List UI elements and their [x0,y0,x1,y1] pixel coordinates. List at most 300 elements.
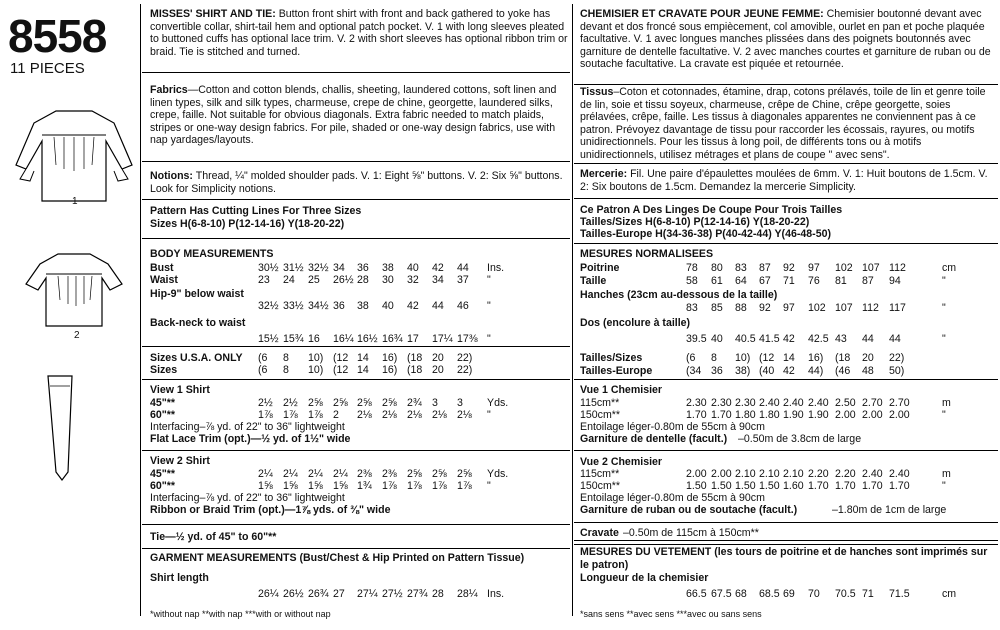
divider [142,72,570,73]
fr-vue2-150-value: 1.70 [835,480,856,492]
en-view1-60-value: 2⅛ [357,409,372,421]
fr-hanches-value: 88 [735,302,747,314]
en-tie: Tie—½ yd. of 45" to 60"** [150,531,277,543]
en-title: MISSES' SHIRT AND TIE: [150,8,276,20]
fr-title: CHEMISIER ET CRAVATE POUR JEUNE FEMME: [580,8,824,20]
en-waist-value: 24 [283,274,295,286]
fr-vue2-150-value: 1.50 [711,480,732,492]
fr-vue2-115-value: 2.10 [783,468,804,480]
en-sizes-usa-value: 10) [308,352,324,364]
fr-poitrine-value: 107 [862,262,880,274]
en-view1-60-value: 2⅛ [457,409,472,421]
en-shirt-length-value: 26¾ [308,588,329,600]
fr-vue1-150-value: 1.70 [686,409,707,421]
en-backneck-value: 16¼ [333,333,354,345]
en-view1-45-value: 2⅝ [333,397,348,409]
fr-hanches-unit: " [942,302,946,314]
en-sizes-value: (18 [407,364,423,376]
divider [574,243,998,244]
fr-vue2-150-label: 150cm** [580,480,621,492]
fr-vue2-150-value: 1.50 [735,480,756,492]
fr-hanches-value: 112 [862,302,879,314]
en-description-block [150,8,570,58]
en-waist-value: 26½ [333,274,354,286]
en-waist-unit: " [487,274,491,286]
en-backneck-value: 16¾ [382,333,403,345]
fr-longueur-value: 68.5 [759,588,780,600]
divider [142,346,570,347]
shirt-view1-back-illustration [14,105,134,205]
en-view1-60-unit: " [487,409,491,421]
fr-taille-value: 64 [735,275,747,287]
fr-vue2-150-value: 1.60 [783,480,804,492]
en-view2-45-value: 2⅝ [407,468,422,480]
fr-tailles-sizes-value: 8 [711,352,717,364]
fr-hanches-value: 85 [711,302,723,314]
en-sizes-value: 22) [457,364,473,376]
en-description: Button front shirt with front and back gathered to yoke has convertible collar, shirt-tail hem and optional patch pocket. V. 1 with long sleeves pleated to buttoned cuffs has optional lace trim. V. 2 with short sleeves has optional ribbon trim or braid. Tie is stitched and turned. [150,8,568,58]
fr-tailles-europe-value: 38) [735,365,751,377]
fr-poitrine-value: 80 [711,262,723,274]
fr-dos-label: Dos (encolure à taille) [580,317,691,329]
en-sizes-value: 20 [432,364,444,376]
fr-longueur-value: 69 [783,588,795,600]
fr-vue1-entoilage: Entoilage léger-0.80m de 55cm à 90cm [580,421,765,433]
en-bust-value: 31½ [283,262,304,274]
fr-vue2-garniture: Garniture de ruban ou de soutache (facult.) [580,504,798,516]
en-waist-value: 25 [308,274,320,286]
en-waist-value: 37 [457,274,469,286]
fr-tailles-europe-value: 42 [783,365,795,377]
en-view1-45-value: 3 [432,397,438,409]
en-waist-label: Waist [150,274,178,286]
tie-illustration [40,372,80,482]
en-shirt-length-value: 27¼ [357,588,378,600]
fr-vue2-115-value: 2.40 [862,468,883,480]
fr-tailles-sizes-label: Tailles/Sizes [580,352,643,364]
en-view1-60-value: 2⅛ [382,409,397,421]
fr-hanches-value: 92 [759,302,771,314]
fr-vue2-115-value: 2.00 [686,468,707,480]
en-waist-value: 32 [407,274,419,286]
illustration-label-2: 2 [74,330,80,341]
en-sizes-value: (12 [333,364,349,376]
en-bust-value: 36 [357,262,369,274]
pattern-number: 8558 [8,10,107,62]
fr-cravate: Cravate [580,527,619,539]
en-sizes-line: Sizes H(6-8-10) P(12-14-16) Y(18-20-22) [150,218,345,230]
fr-vue1-115-value: 2.30 [735,397,756,409]
fr-hanches-value: 83 [686,302,698,314]
fr-sizes-line-1: Tailles/Sizes H(6-8-10) P(12-14-16) Y(18-20-22) [580,216,810,228]
fr-poitrine-value: 112 [889,262,906,274]
fr-taille-value: 94 [889,275,901,287]
fr-longueur-value: 70.5 [835,588,856,600]
fr-vue1-garniture-rest: –0.50m de 3.8cm de large [738,433,862,445]
en-shirt-length-value: 27½ [382,588,403,600]
fr-vue1-garniture: Garniture de dentelle (facult.) [580,433,728,445]
en-view1-heading: View 1 Shirt [150,384,210,396]
fr-taille-value: 67 [759,275,771,287]
fr-longueur-unit: cm [942,588,957,600]
en-view1-60-value: 2⅛ [432,409,447,421]
en-view1-45-value: 3 [457,397,463,409]
en-view1-60-value: 2 [333,409,339,421]
fr-tailles-sizes-value: (6 [686,352,696,364]
en-backneck-unit: " [487,333,491,345]
en-waist-value: 34 [432,274,444,286]
fr-dos-value: 42 [783,333,795,345]
fr-dos-value: 43 [835,333,847,345]
en-sizes-value: 16) [382,364,398,376]
fr-tailles-europe-value: (46 [835,365,851,377]
fr-tailles-sizes-value: 16) [808,352,824,364]
en-view1-60-label: 60"** [150,409,176,421]
en-view2-45-value: 2¼ [333,468,348,480]
en-view2-60-value: 1⅝ [308,480,323,492]
en-sizes-usa-value: 8 [283,352,289,364]
en-hip-value: 38 [357,300,369,312]
fr-poitrine-value: 102 [835,262,853,274]
fr-vue2-115-value: 2.20 [808,468,829,480]
fr-vue2-150-value: 1.50 [759,480,780,492]
en-view2-60-value: 1⅞ [382,480,397,492]
shirt-view2-back-illustration [24,250,124,330]
en-fabrics-block [150,84,570,147]
fr-cravate-rest: –0.50m de 115cm à 150cm** [623,527,759,539]
en-backneck-label: Back-neck to waist [150,317,246,329]
en-fabrics-text: —Cotton and cotton blends, challis, sheeting, laundered cottons, soft linen and linen types, silk and silk types, charmeuse, crepe de chine, georgette, laundered silks, crepe, faille. Not suitable for obvious diagonals. Extra fabric needed to match plaids, stripes or one-way design fabrics. For pile, shaded or one-way design fabrics, use with nap yardages/layouts. [150,84,557,147]
fr-longueur-value: 68 [735,588,747,600]
en-view1-60-value: 1⅞ [283,409,298,421]
en-hip-value: 34½ [308,300,329,312]
en-view1-45-value: 2½ [258,397,273,409]
en-view2-60-value: 1⅝ [258,480,273,492]
en-view2-trim: Ribbon or Braid Trim (opt.)—1⅞ yds. of ⅜" wide [150,504,391,516]
en-sizes-usa-value: 22) [457,352,473,364]
fr-poitrine-value: 87 [759,262,771,274]
divider [142,238,570,239]
divider [574,450,998,451]
fr-garment-heading: MESURES DU VETEMENT (les tours de poitrine et de hanches sont imprimés sur le patron) [580,546,988,571]
en-hip-value: 42 [407,300,419,312]
en-view2-60-label: 60"** [150,480,176,492]
fr-vue2-115-label: 115cm** [580,468,620,480]
en-shirt-length-value: 26½ [283,588,304,600]
fr-sizes-line-2: Tailles-Europe H(34-36-38) P(40-42-44) Y(46-48-50) [580,228,832,240]
en-shirt-length-unit: Ins. [487,588,505,600]
fr-poitrine-value: 83 [735,262,747,274]
left-column-rule [140,4,141,616]
divider [142,524,570,525]
en-hip-value: 33½ [283,300,304,312]
en-sizes-value: 10) [308,364,324,376]
fr-vue2-115-value: 2.40 [889,468,910,480]
fr-vue2-150-value: 1.70 [808,480,829,492]
en-view2-interfacing: Interfacing–⅞ yd. of 22" to 36" lightweight [150,492,345,504]
en-waist-value: 30 [382,274,394,286]
en-sizes-usa-value: (18 [407,352,423,364]
fr-dos-unit: " [942,333,946,345]
fr-hanches-value: 102 [808,302,826,314]
en-view2-45-value: 2⅜ [357,468,372,480]
en-view1-45-value: 2⅝ [308,397,323,409]
fr-vue1-115-unit: m [942,397,951,409]
fr-vue2-150-value: 1.70 [862,480,883,492]
en-hip-label: Hip-9" below waist [150,288,244,300]
fr-taille-value: 61 [711,275,723,287]
en-backneck-value: 17⅜ [457,333,478,345]
fr-vue1-150-value: 1.80 [759,409,780,421]
fr-vue1-150-label: 150cm** [580,409,621,421]
fr-mercerie-block [580,168,996,193]
fr-vue1-115-value: 2.40 [759,397,780,409]
en-hip-value: 46 [457,300,469,312]
en-view2-60-value: 1¾ [357,480,372,492]
fr-dos-value: 44 [889,333,901,345]
divider [142,161,570,162]
fr-vue1-150-value: 2.00 [835,409,856,421]
fr-taille-label: Taille [580,275,607,287]
fr-vue2-115-unit: m [942,468,951,480]
fr-body-heading: MESURES NORMALISEES [580,248,714,260]
en-hip-value: 44 [432,300,444,312]
en-sizes-value: 14 [357,364,369,376]
en-waist-value: 28 [357,274,369,286]
pieces-count: 11 PIECES [10,60,85,77]
fr-dos-value: 40.5 [735,333,756,345]
fr-vue1-150-unit: " [942,409,946,421]
en-sizes-value: 8 [283,364,289,376]
fr-vue1-115-value: 2.70 [862,397,883,409]
fr-tailles-europe-label: Tailles-Europe [580,365,653,377]
en-view1-60-value: 2⅛ [407,409,422,421]
divider [142,379,570,380]
en-sizes-usa-label: Sizes U.S.A. ONLY [150,352,243,364]
fr-longueur-value: 70 [808,588,820,600]
en-bust-value: 42 [432,262,444,274]
fr-vue1-115-value: 2.30 [711,397,732,409]
fr-dos-value: 40 [711,333,723,345]
fr-dos-value: 42.5 [808,333,829,345]
en-backneck-value: 15¾ [283,333,304,345]
fr-taille-value: 76 [808,275,820,287]
en-view1-45-unit: Yds. [487,397,509,409]
en-view2-45-value: 2⅜ [382,468,397,480]
fr-vue2-115-value: 2.00 [711,468,732,480]
en-sizes-value: (6 [258,364,268,376]
fr-tailles-europe-value: 44) [808,365,824,377]
fr-vue1-150-value: 1.80 [735,409,756,421]
fr-vue1-115-label: 115cm** [580,397,620,409]
en-view1-trim: Flat Lace Trim (opt.)—½ yd. of 1½" wide [150,433,351,445]
fr-tissus-block [580,86,996,162]
fr-vue1-115-value: 2.30 [686,397,707,409]
en-backneck-value: 17¼ [432,333,453,345]
fr-tailles-europe-value: (40 [759,365,775,377]
en-sizes-usa-value: (6 [258,352,268,364]
fr-mercerie-text: Fil. Une paire d'épaulettes moulées de 6mm. V. 1: Huit boutons de 1.5cm. V. 2: Six boutons de 1.5cm. Demandez la mercerie Simplicity. [580,168,988,193]
en-hip-value: 40 [382,300,394,312]
divider [574,544,998,545]
en-fabrics-label: Fabrics [150,84,188,96]
fr-mercerie-label: Mercerie: [580,168,628,180]
fr-poitrine-unit: cm [942,262,957,274]
en-view2-45-unit: Yds. [487,468,509,480]
fr-vue2-115-value: 2.20 [835,468,856,480]
en-shirt-length-value: 26¼ [258,588,279,600]
en-view1-45-value: 2⅝ [357,397,372,409]
en-shirt-length-label: Shirt length [150,572,209,584]
fr-tailles-sizes-value: (18 [835,352,851,364]
en-view2-45-value: 2⅝ [457,468,472,480]
en-bust-value: 40 [407,262,419,274]
fr-dos-value: 44 [862,333,874,345]
fr-longueur-value: 71 [862,588,874,600]
en-bust-unit: Ins. [487,262,505,274]
en-backneck-value: 16 [308,333,320,345]
en-view1-60-value: 1⅞ [308,409,323,421]
fr-vue2-150-value: 1.50 [686,480,707,492]
divider [574,198,998,199]
en-view2-60-unit: " [487,480,491,492]
en-view2-45-label: 45"** [150,468,176,480]
en-hip-value: 32½ [258,300,279,312]
fr-vue1-115-value: 2.40 [783,397,804,409]
en-shirt-length-value: 27 [333,588,345,600]
fr-taille-value: 81 [835,275,847,287]
en-view2-45-value: 2¼ [308,468,323,480]
en-view2-45-value: 2¼ [258,468,273,480]
fr-hanches-value: 117 [889,302,906,314]
fr-vue1-115-value: 2.40 [808,397,829,409]
fr-tissus-text: –Coton et cotonnades, étamine, drap, cotons prélavés, toile de lin et genre toile de lin, soie et tissu soyeux, charmeuse, crêpe de Chine, crêpe georgette, soies prélavées, crêpe, faille. Les tissus à diagonales apparentes ne conviennent pas à ce patron. Prévoyez davantage de tissu pour raccorder les écossais, rayures, ou motifs unidirectionnels. Pour les tissus à long poil, de différents tons ou à motifs unidirectionnels, utilisez métrages et plans de coupe " avec sens". [580,86,986,161]
en-view2-60-value: 1⅞ [432,480,447,492]
illustration-label-1: 1 [72,196,78,207]
fr-vue2-150-value: 1.70 [889,480,910,492]
fr-vue1-heading: Vue 1 Chemisier [580,384,663,396]
divider [574,522,998,523]
en-waist-value: 23 [258,274,270,286]
fr-description: Chemisier boutonné devant avec devant et dos froncé sous empiècement, col amovible, ourlet en pan et poche plaquée facultative. V. 1 avec longues manches plissées dans des poignets boutonnés avec garniture de dentelle facultative. V. 2 avec manches courtes et garniture de ruban ou de soutache facultative. La cravate est piquée et retournée. [580,8,991,71]
en-view2-45-value: 2⅝ [432,468,447,480]
divider [574,540,998,541]
fr-tailles-sizes-value: (12 [759,352,775,364]
fr-longueur-value: 71.5 [889,588,910,600]
en-cutting-lines: Pattern Has Cutting Lines For Three Sizes [150,205,362,217]
en-view1-45-value: 2¾ [407,397,422,409]
fr-tailles-europe-value: 50) [889,365,905,377]
fr-longueur-label: Longueur de la chemisier [580,572,709,584]
en-view2-60-value: 1⅞ [457,480,472,492]
fr-vue1-115-value: 2.50 [835,397,856,409]
fr-vue1-150-value: 1.70 [711,409,732,421]
fr-tailles-europe-value: 48 [862,365,874,377]
en-bust-value: 30½ [258,262,279,274]
fr-poitrine-value: 97 [808,262,820,274]
en-sizes-label: Sizes [150,364,178,376]
en-sizes-usa-value: (12 [333,352,349,364]
divider [574,84,998,85]
en-hip-value: 36 [333,300,345,312]
fr-poitrine-value: 78 [686,262,698,274]
en-view2-60-value: 1⅞ [407,480,422,492]
fr-tailles-sizes-value: 22) [889,352,905,364]
en-notions-block [150,170,570,195]
divider [142,548,570,549]
fr-vue2-heading: Vue 2 Chemisier [580,456,663,468]
divider [574,379,998,380]
fr-tailles-europe-value: (34 [686,365,702,377]
en-view1-60-value: 1⅞ [258,409,273,421]
en-bust-value: 38 [382,262,394,274]
fr-footnote: *sans sens **avec sens ***avec ou sans sens [580,609,762,619]
fr-vue2-150-unit: " [942,480,946,492]
center-column-rule [572,4,573,616]
en-footnote: *without nap **with nap ***with or without nap [150,609,331,619]
en-notions-label: Notions: [150,170,193,182]
fr-tailles-sizes-value: 14 [783,352,795,364]
fr-vue1-150-value: 2.00 [862,409,883,421]
en-sizes-usa-value: 20 [432,352,444,364]
fr-vue2-entoilage: Entoilage léger-0.80m de 55cm à 90cm [580,492,765,504]
fr-taille-unit: " [942,275,946,287]
divider [142,450,570,451]
en-backneck-value: 16½ [357,333,378,345]
en-view1-45-value: 2½ [283,397,298,409]
en-bust-label: Bust [150,262,174,274]
en-bust-value: 32½ [308,262,329,274]
en-view2-heading: View 2 Shirt [150,455,210,467]
en-backneck-value: 17 [407,333,419,345]
fr-longueur-value: 67.5 [711,588,732,600]
fr-taille-value: 58 [686,275,698,287]
fr-poitrine-label: Poitrine [580,262,620,274]
en-sizes-usa-value: 14 [357,352,369,364]
fr-vue1-150-value: 1.90 [783,409,804,421]
fr-description-block [580,8,996,71]
en-bust-value: 34 [333,262,345,274]
fr-taille-value: 87 [862,275,874,287]
fr-hanches-value: 97 [783,302,795,314]
en-view2-60-value: 1⅝ [283,480,298,492]
fr-dos-value: 39.5 [686,333,707,345]
en-sizes-usa-value: 16) [382,352,398,364]
fr-vue2-115-value: 2.10 [759,468,780,480]
fr-hanches-label: Hanches (23cm au-dessous de la taille) [580,289,778,301]
en-view1-45-label: 45"** [150,397,176,409]
en-garment-heading: GARMENT MEASUREMENTS (Bust/Chest & Hip Printed on Pattern Tissue) [150,552,525,564]
fr-hanches-value: 107 [835,302,853,314]
fr-tailles-sizes-value: 20 [862,352,874,364]
fr-tissus-label: Tissus [580,86,614,98]
fr-vue2-115-value: 2.10 [735,468,756,480]
en-body-heading: BODY MEASUREMENTS [150,248,274,260]
en-view1-interfacing: Interfacing–⅞ yd. of 22" to 36" lightweight [150,421,345,433]
fr-cutting-lines: Ce Patron A Des Linges De Coupe Pour Trois Tailles [580,204,843,216]
fr-taille-value: 71 [783,275,795,287]
en-view2-60-value: 1⅝ [333,480,348,492]
en-backneck-value: 15½ [258,333,279,345]
en-shirt-length-value: 28 [432,588,444,600]
fr-vue1-115-value: 2.70 [889,397,910,409]
fr-longueur-value: 66.5 [686,588,707,600]
fr-vue1-150-value: 2.00 [889,409,910,421]
en-shirt-length-value: 27¾ [407,588,428,600]
en-shirt-length-value: 28¼ [457,588,478,600]
fr-poitrine-value: 92 [783,262,795,274]
fr-tailles-europe-value: 36 [711,365,723,377]
